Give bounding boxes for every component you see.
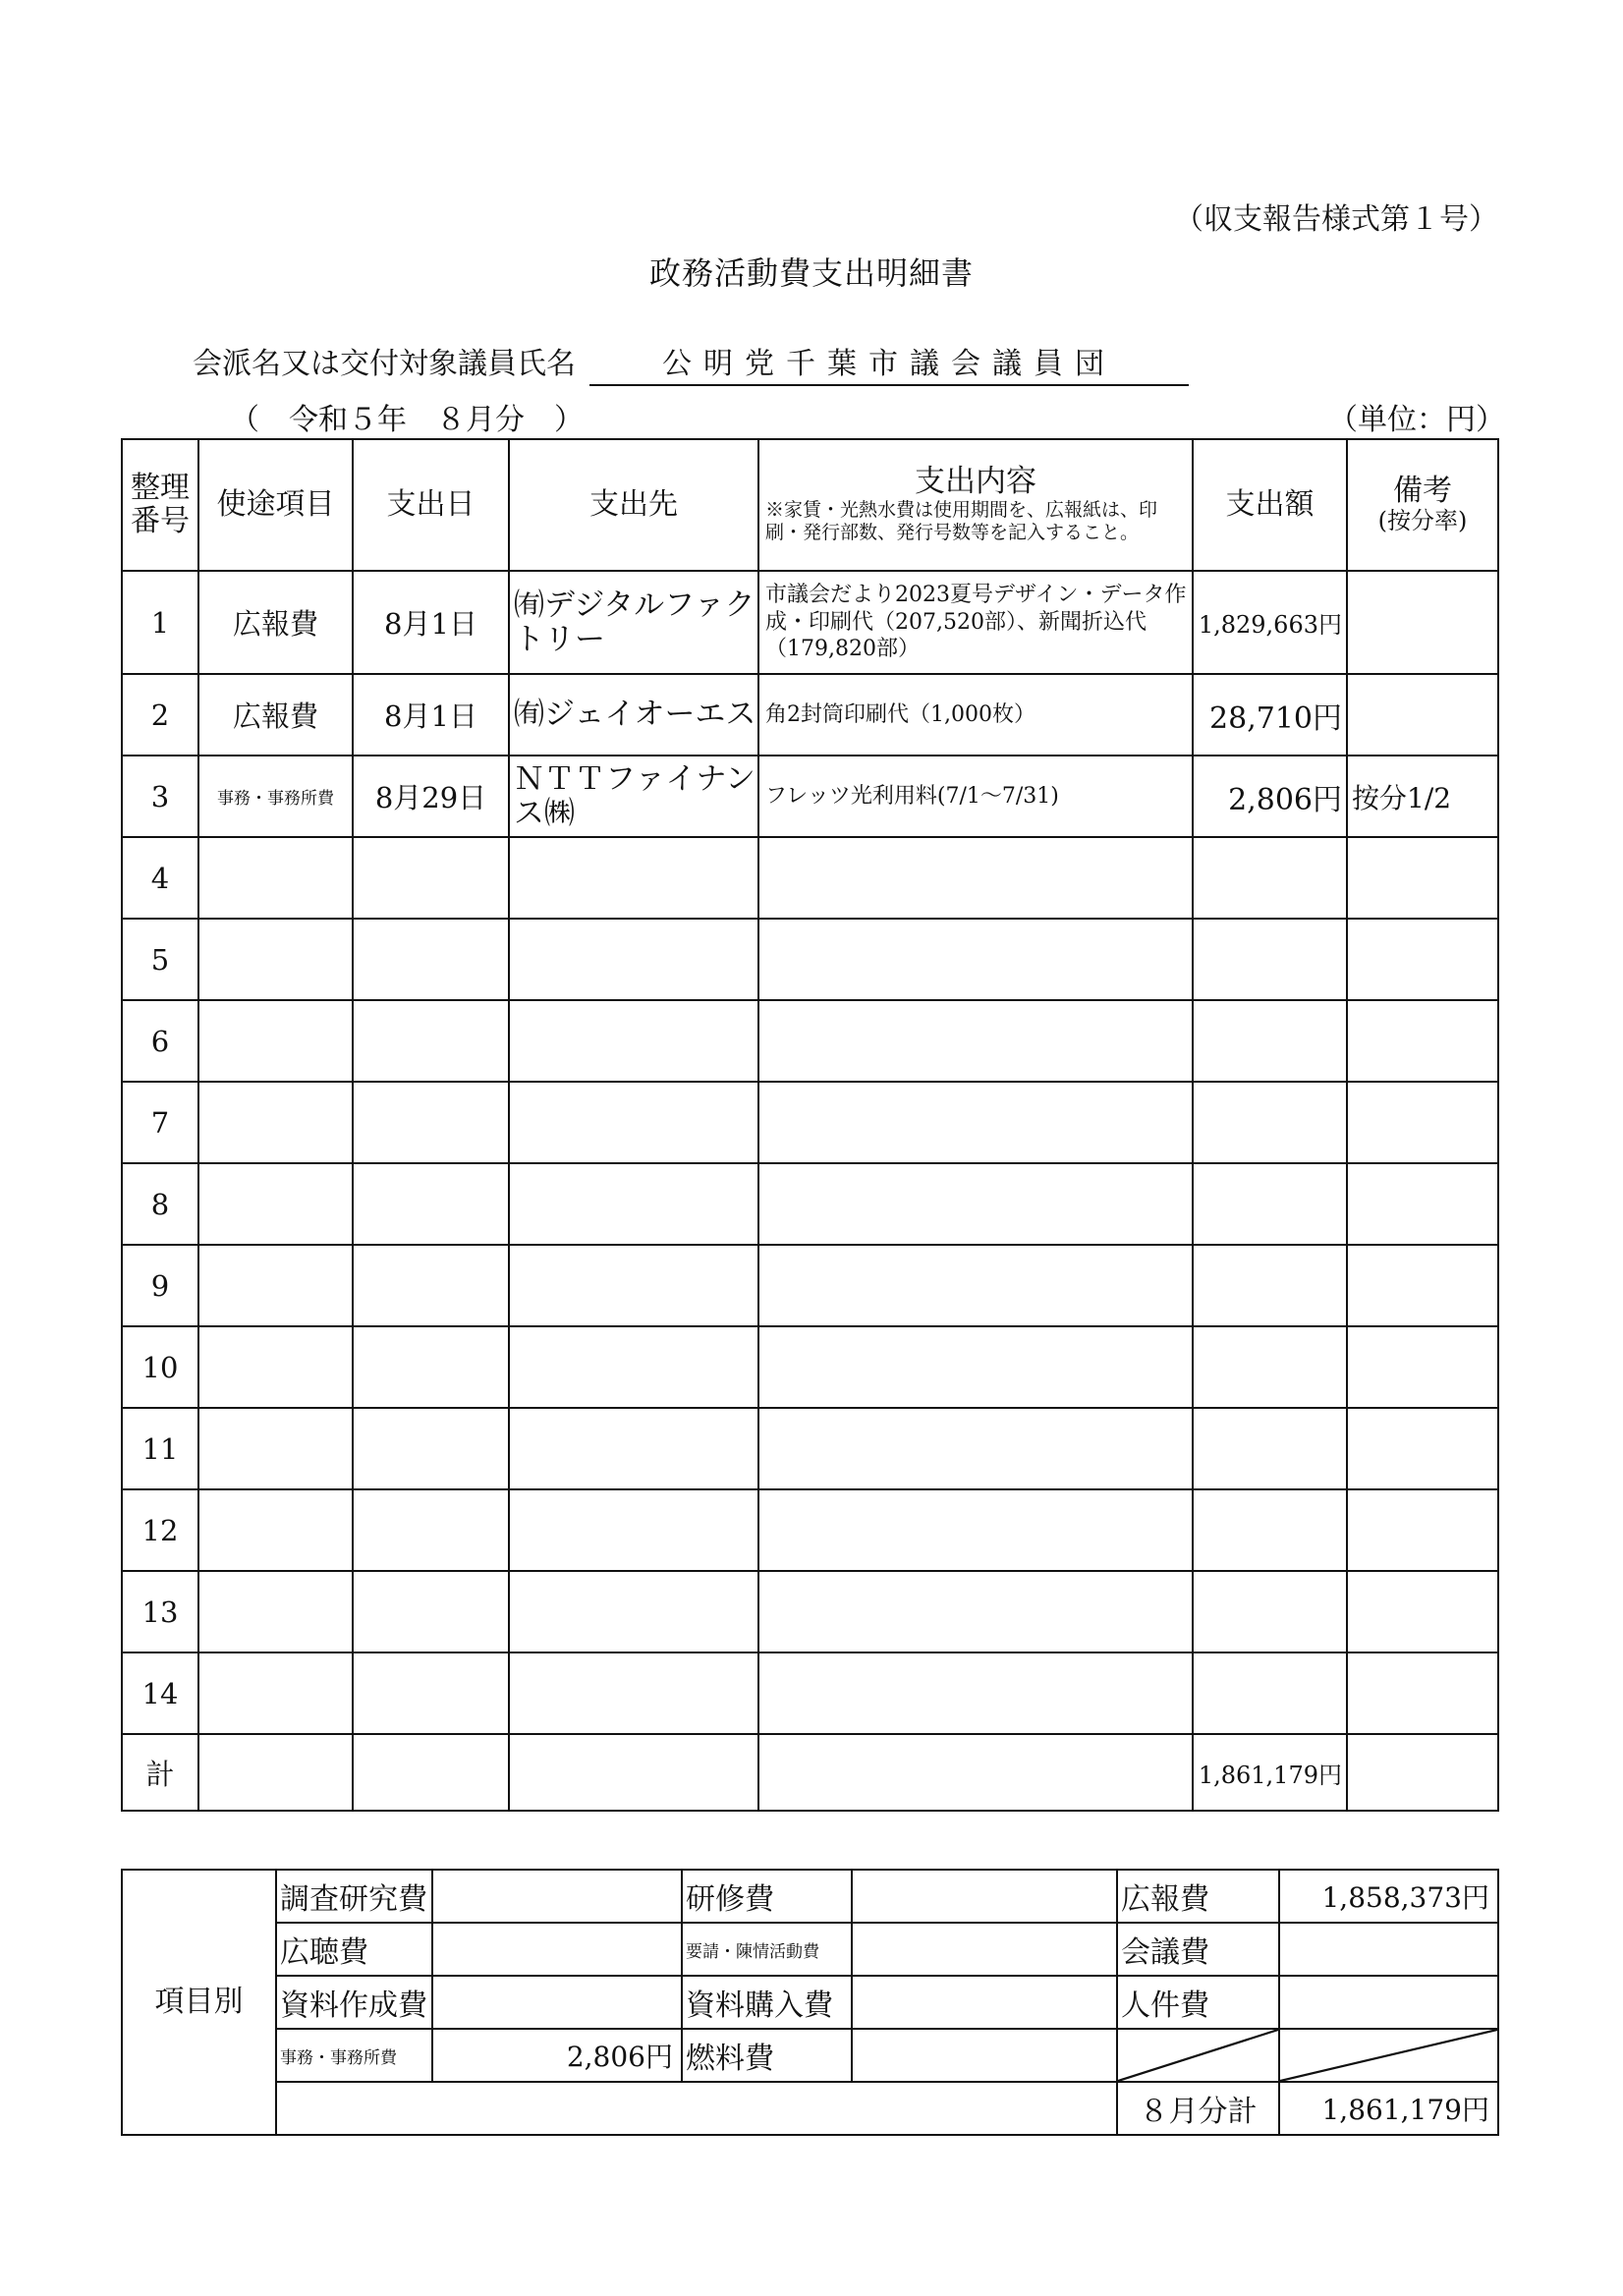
summary-materials-buy-label: 資料購入費 [682,1976,852,2029]
row-no: 5 [122,919,198,1000]
col-remarks-sub: (按分率) [1377,507,1468,535]
row-date: 8月1日 [353,674,509,756]
diagonal-cell [1117,2029,1279,2082]
table-row [122,1000,1498,1082]
row-item: 広報費 [198,571,353,674]
row-payee: ＮＴＴファイナンス㈱ [509,756,758,837]
row-item: 事務・事務所費 [198,756,353,837]
row-remarks: 按分1/2 [1347,756,1498,837]
row-payee: ㈲ジェイオーエス [509,674,758,756]
table-row [122,1571,1498,1652]
col-payee: 支出先 [509,439,758,571]
table-row [122,1082,1498,1163]
summary-personnel-label: 人件費 [1117,1976,1279,2029]
col-content-note: ※家賃・光熱水費は使用期間を、広報紙は、印刷・発行部数、発行号数等を記入すること。 [765,498,1158,543]
row-amount: 2,806円 [1193,756,1347,837]
row-no: 7 [122,1082,198,1163]
table-row [122,1408,1498,1489]
summary-meeting-label: 会議費 [1117,1923,1279,1976]
summary-fuel-label: 燃料費 [682,2029,852,2082]
table-header [122,439,1498,571]
group-name: 公明党千葉市議会議員団 [589,339,1189,386]
summary-pr-label: 広報費 [1117,1870,1279,1923]
unit-label: （単位：円） [1328,403,1505,437]
col-amount: 支出額 [1193,439,1347,571]
expenditure-table [121,438,1499,1812]
row-no: 12 [122,1489,198,1571]
table-row [122,919,1498,1000]
row-no: 3 [122,756,198,837]
summary-materials-make-label: 資料作成費 [276,1976,432,2029]
table-row [122,1326,1498,1408]
col-item: 使途項目 [198,439,353,571]
row-amount: 1,829,663円 [1193,571,1347,674]
row-date: 8月1日 [353,571,509,674]
total-label: 計 [122,1734,198,1811]
row-amount: 28,710円 [1193,674,1347,756]
row-no: 2 [122,674,198,756]
row-no: 9 [122,1245,198,1326]
table-row [122,1245,1498,1326]
row-no: 1 [122,571,198,674]
row-content: フレッツ光利用料(7/1～7/31) [758,756,1193,837]
table-row [122,674,1498,756]
summary-side-label: 項目別 [122,1870,276,2135]
row-no: 6 [122,1000,198,1082]
summary-hearing-label: 広聴費 [276,1923,432,1976]
row-date: 8月29日 [353,756,509,837]
row-payee: ㈲デジタルファクトリー [509,571,758,674]
row-remarks [1347,571,1498,674]
col-content [758,439,1193,571]
document-title: 政務活動費支出明細書 [648,254,974,292]
row-item: 広報費 [198,674,353,756]
diagonal-cell [1279,2029,1498,2082]
row-content: 角2封筒印刷代（1,000枚） [758,674,1193,756]
col-date: 支出日 [353,439,509,571]
row-no: 4 [122,837,198,919]
month-total-value: 1,861,179円 [1279,2082,1498,2135]
total-row [122,1734,1498,1811]
col-content-title: 支出内容 [915,463,1036,499]
row-no: 8 [122,1163,198,1245]
table-row [122,1163,1498,1245]
row-content: 市議会だより2023夏号デザイン・データ作成・印刷代（207,520部）、新聞折込代（179,820部） [758,571,1193,674]
summary-office-value: 2,806円 [432,2029,682,2082]
col-remarks-title: 備考 [1393,473,1452,508]
summary-training-label: 研修費 [682,1870,852,1923]
summary-research-label: 調査研究費 [276,1870,432,1923]
col-remarks [1347,439,1498,571]
group-label: 会派名又は交付対象議員氏名 [193,347,576,381]
summary-office-label: 事務・事務所費 [276,2029,432,2082]
row-no: 11 [122,1408,198,1489]
total-amount: 1,861,179円 [1193,1734,1347,1811]
row-no: 13 [122,1571,198,1652]
col-no: 整理番号 [122,439,198,571]
table-row [122,756,1498,837]
form-number: （収支報告様式第１号） [1174,202,1498,237]
summary-table [121,1869,1499,2136]
summary-pr-value: 1,858,373円 [1279,1870,1498,1923]
row-no: 10 [122,1326,198,1408]
table-row [122,837,1498,919]
summary-petition-label: 要請・陳情活動費 [682,1923,852,1976]
table-row [122,1489,1498,1571]
table-row [122,1652,1498,1734]
month-total-label: ８月分計 [1117,2082,1279,2135]
row-remarks [1347,674,1498,756]
table-row [122,571,1498,674]
row-no: 14 [122,1652,198,1734]
period: （ 令和５年 ８月分 ） [230,403,584,437]
